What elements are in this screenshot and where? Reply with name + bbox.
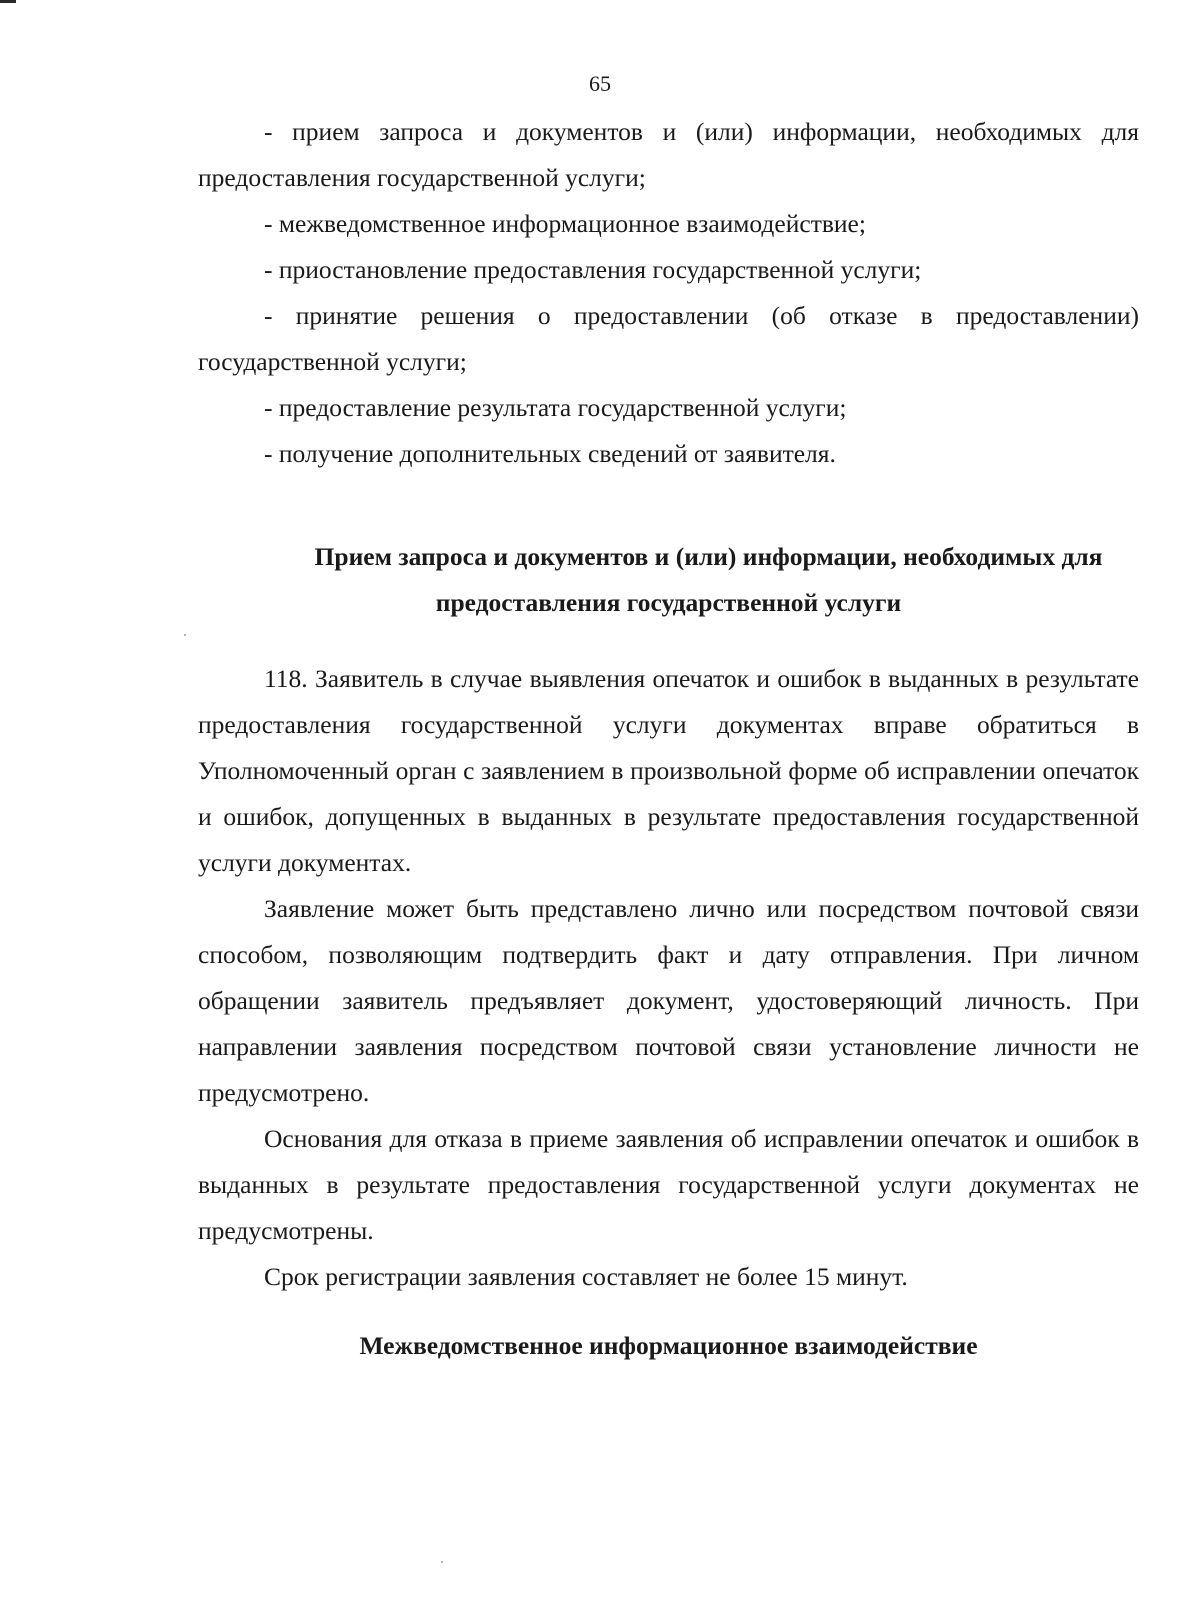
list-item: - принятие решения о предоставлении (об отказе в предоставлении) государственной услуги; (198, 301, 1139, 376)
list-item: - получение дополнительных сведений от заявителя. (264, 439, 836, 468)
list-item: - прием запроса и документов и (или) информации, необходимых для предоставления государственной услуги; (198, 117, 1139, 192)
list-item: - предоставление результата государственной услуги; (264, 393, 847, 422)
section-heading-request-intake (198, 534, 1139, 626)
section-heading-line: предоставления государственной услуги (435, 588, 902, 617)
scan-corner-mark (0, 0, 16, 3)
procedure-list (198, 109, 1139, 477)
paragraph: 118. Заявитель в случае выявления опечаток и ошибок в выданных в результате предоставления государственной услуги документах вправе обратиться в Уполномоченный орган с заявлением в произвольной форме об исправлении опечаток и ошибок, допущенных в выданных в результате предоставления государственной услуги документах. (198, 664, 1139, 877)
section-heading-line: Прием запроса и документов и (или) информации, необходимых для (314, 542, 1103, 571)
section-body (198, 656, 1139, 1300)
paragraph: Основания для отказа в приеме заявления об исправлении опечаток и ошибок в выданных в результате предоставления государственной услуги документах не предусмотрены. (198, 1124, 1139, 1245)
scan-speck (184, 634, 186, 636)
list-item: - межведомственное информационное взаимодействие; (264, 209, 866, 238)
paragraph: Срок регистрации заявления составляет не более 15 минут. (264, 1262, 908, 1291)
page-number: 65 (589, 71, 611, 96)
list-item: - приостановление предоставления государственной услуги; (264, 255, 922, 284)
paragraph: Заявление может быть представлено лично или посредством почтовой связи способом, позволяющим подтвердить факт и дату отправления. При личном обращении заявитель предъявляет документ, удостоверяющий личность. При направлении заявления посредством почтовой связи установление личности не предусмотрено. (198, 894, 1139, 1107)
section-heading-interagency: Межведомственное информационное взаимодействие (359, 1331, 978, 1360)
scan-speck (441, 1561, 443, 1563)
